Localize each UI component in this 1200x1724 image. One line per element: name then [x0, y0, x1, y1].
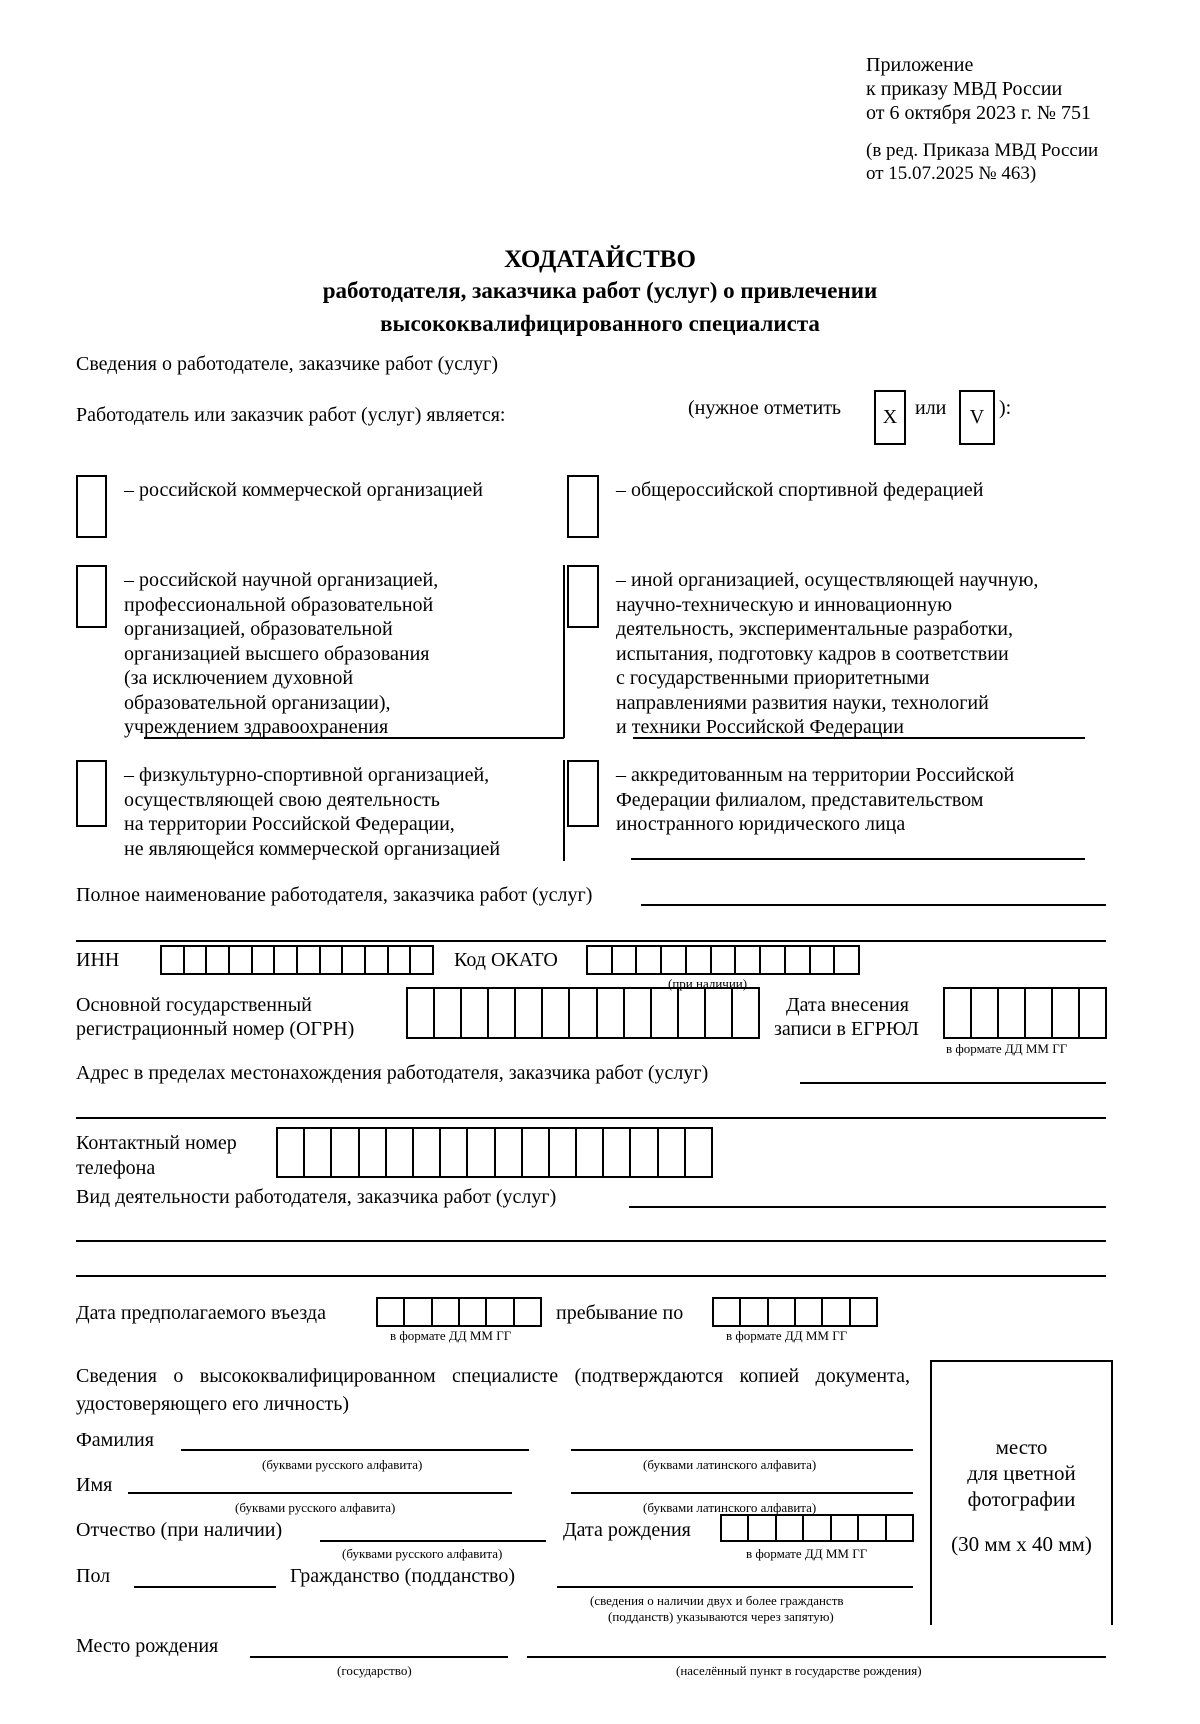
entry-date-hint: в формате ДД ММ ГГ [390, 1328, 512, 1343]
appendix-line-1: Приложение [866, 54, 974, 76]
full-name-field-line-2[interactable] [76, 940, 1106, 942]
option-4-checkbox[interactable] [567, 565, 599, 628]
okato-hint: (при наличии) [668, 976, 748, 991]
name-lat-hint: (буквами латинского алфавита) [643, 1500, 817, 1515]
patronymic-label: Отчество (при наличии) [76, 1519, 283, 1541]
birthplace-locality-hint: (населённый пункт в государстве рождения) [676, 1663, 922, 1678]
option-3-checkbox[interactable] [76, 565, 107, 628]
appendix-line-3: от 6 октября 2023 г. № 751 [866, 102, 1092, 124]
employer-type-label: Работодатель или заказчик работ (услуг) является: [76, 404, 506, 426]
entry-date-label: Дата предполагаемого въезда [76, 1302, 326, 1324]
photo-line-3: фотографии [967, 1487, 1076, 1511]
birthplace-state-hint: (государство) [337, 1663, 412, 1678]
edition-line-1: (в ред. Приказа МВД России [866, 140, 1099, 161]
photo-line-1: место [995, 1435, 1048, 1459]
address-field[interactable] [800, 1082, 1106, 1084]
mark-hint: (нужное отметить [688, 397, 842, 419]
egrul-date-input[interactable] [943, 987, 1107, 1039]
activity-field[interactable] [629, 1206, 1106, 1208]
mark-v-sample: V [959, 390, 995, 445]
photo-line-2: для цветной [967, 1461, 1076, 1485]
birthplace-label: Место рождения [76, 1635, 219, 1657]
mark-or: или [915, 397, 947, 419]
sex-label: Пол [76, 1565, 111, 1587]
option-3-label: – российской научной организацией, профессиональной образовательной организацией, образовательной организацией высшего образования (за исключением духовной образовательной организации), учреждением здравоохранения [124, 569, 439, 738]
name-ru-hint: (буквами русского алфавита) [235, 1500, 396, 1515]
patronymic-field[interactable] [320, 1540, 546, 1542]
option-3-underline [144, 737, 564, 739]
phone-label-1: Контактный номер [76, 1132, 237, 1154]
okato-label: Код ОКАТО [454, 949, 558, 971]
ogrn-label-1: Основной государственный [76, 994, 312, 1016]
birth-date-hint: в формате ДД ММ ГГ [746, 1546, 868, 1561]
surname-lat-hint: (буквами латинского алфавита) [643, 1457, 817, 1472]
patronymic-hint: (буквами русского алфавита) [342, 1546, 503, 1561]
document-subtitle-1: работодателя, заказчика работ (услуг) о привлечении [322, 278, 878, 303]
birth-date-label: Дата рождения [563, 1519, 691, 1541]
egrul-date-hint: в формате ДД ММ ГГ [946, 1041, 1068, 1056]
appendix-line-2: к приказу МВД России [866, 78, 1063, 100]
mark-x-sample: X [874, 390, 906, 445]
ogrn-label-2: регистрационный номер (ОГРН) [76, 1018, 355, 1040]
entry-date-input[interactable] [376, 1297, 542, 1327]
name-ru-field[interactable] [128, 1492, 512, 1494]
stay-date-input[interactable] [712, 1297, 878, 1327]
birthplace-state-field[interactable] [250, 1656, 508, 1658]
option-6-label: – аккредитованным на территории Российской Федерации филиалом, представительством иностранного юридического лица [616, 764, 1015, 835]
surname-ru-field[interactable] [181, 1449, 529, 1451]
option-5-label: – физкультурно-спортивной организацией, осуществляющей свою деятельность на территории Российской Федерации, не являющейся коммерческой организацией [124, 764, 501, 860]
address-field-line-2[interactable] [76, 1117, 1106, 1119]
activity-field-line-2[interactable] [76, 1240, 1106, 1242]
egrul-label-1: Дата внесения [786, 994, 909, 1016]
option-5-checkbox[interactable] [76, 760, 107, 827]
ogrn-input[interactable] [406, 987, 760, 1039]
activity-field-line-3[interactable] [76, 1275, 1106, 1277]
document-subtitle-2: высококвалифицированного специалиста [380, 311, 820, 336]
surname-label: Фамилия [76, 1429, 154, 1451]
option-1-label: – российской коммерческой организацией [124, 479, 483, 501]
phone-label-2: телефона [76, 1157, 156, 1179]
option-4-label: – иной организацией, осуществляющей научную, научно-техническую и инновационную деятельность, экспериментальные разработки, испытания, подготовку кадров в соответствии с государственными приоритетными направлениями развития науки, технологий и техники Российской Федерации [616, 569, 1039, 738]
option-2-checkbox[interactable] [567, 475, 599, 538]
option-6-checkbox[interactable] [567, 760, 599, 827]
birthplace-locality-field[interactable] [527, 1656, 1106, 1658]
option-5-divider [563, 760, 565, 861]
address-label: Адрес в пределах местонахождения работодателя, заказчика работ (услуг) [76, 1062, 709, 1084]
birth-date-input[interactable] [720, 1514, 914, 1542]
document-title: ХОДАТАЙСТВО [504, 246, 696, 273]
full-name-label: Полное наименование работодателя, заказчика работ (услуг) [76, 884, 593, 906]
option-2-label: – общероссийской спортивной федерацией [616, 479, 984, 501]
citizenship-hint-2: (подданств) указываются через запятую) [608, 1609, 834, 1624]
activity-label: Вид деятельности работодателя, заказчика работ (услуг) [76, 1186, 557, 1208]
citizenship-field[interactable] [557, 1586, 913, 1588]
employer-section-heading: Сведения о работодателе, заказчике работ (услуг) [76, 353, 498, 375]
mark-end: ): [999, 397, 1012, 419]
citizenship-hint-1: (сведения о наличии двух и более гражданств [590, 1593, 844, 1608]
name-lat-field[interactable] [571, 1492, 913, 1494]
option-6-underline [631, 858, 1085, 860]
egrul-label-2: записи в ЕГРЮЛ [774, 1018, 919, 1040]
okato-input[interactable] [586, 945, 860, 975]
inn-input[interactable] [160, 945, 434, 975]
specialist-intro: Сведения о высококвалифицированном специалисте (подтверждаются копией документа, удостоверяющего его личность) [76, 1365, 910, 1415]
phone-input[interactable] [276, 1127, 713, 1178]
option-1-checkbox[interactable] [76, 475, 107, 538]
edition-line-2: от 15.07.2025 № 463) [866, 163, 1037, 184]
surname-lat-field[interactable] [571, 1449, 913, 1451]
stay-label: пребывание по [556, 1302, 684, 1324]
full-name-field[interactable] [641, 904, 1106, 906]
stay-date-hint: в формате ДД ММ ГГ [726, 1328, 848, 1343]
surname-ru-hint: (буквами русского алфавита) [262, 1457, 423, 1472]
photo-size: (30 мм x 40 мм) [951, 1532, 1092, 1556]
sex-field[interactable] [134, 1586, 276, 1588]
citizenship-label: Гражданство (подданство) [290, 1565, 515, 1587]
name-label: Имя [76, 1474, 113, 1496]
option-4-underline [633, 737, 1085, 739]
inn-label: ИНН [76, 949, 120, 971]
option-3-divider [563, 565, 565, 738]
